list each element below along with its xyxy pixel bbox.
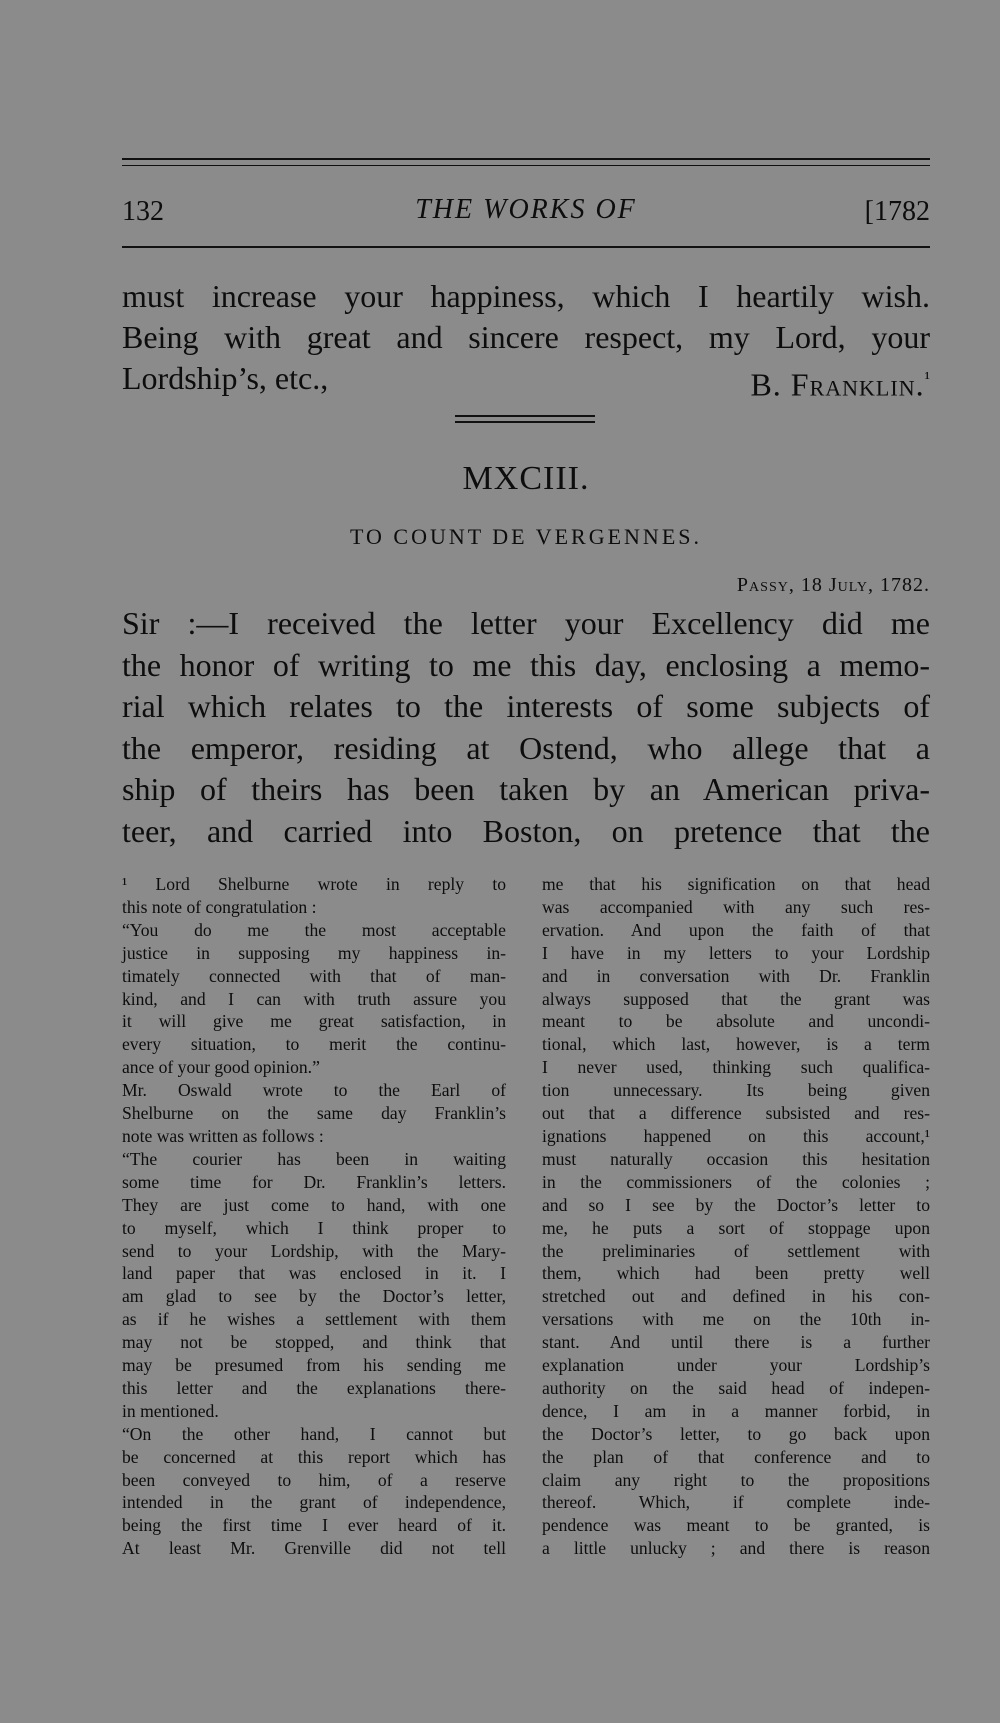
closing-final-line	[122, 358, 930, 406]
footnote-line: been conveyed to him, of a reserve	[122, 1469, 506, 1490]
footnote-line: this letter and the explanations there-	[122, 1377, 506, 1398]
footnote-line: always supposed that the grant was	[542, 988, 930, 1009]
previous-letter-closing	[122, 276, 930, 406]
footnote-line: ance of your good opinion.”	[122, 1057, 320, 1078]
footnote-line: At least Mr. Grenville did not tell	[122, 1538, 506, 1559]
footnote-line: every situation, to merit the continu-	[122, 1034, 506, 1055]
footnote-line: Mr. Oswald wrote to the Earl of	[122, 1080, 506, 1101]
footnote-line: being the first time I ever heard of it.	[122, 1515, 506, 1536]
letter-line: the emperor, residing at Ostend, who allege that a	[122, 729, 930, 766]
footnote-line: stretched out and defined in his con-	[542, 1286, 930, 1307]
footnote-line: may not be stopped, and think that	[122, 1332, 506, 1353]
page-number: 132	[122, 196, 164, 227]
top-rule-thin	[122, 165, 930, 166]
footnote-line: “The courier has been in waiting	[122, 1148, 506, 1169]
footnote-line: must naturally occasion this hesitation	[542, 1148, 930, 1169]
footnote-line: send to your Lordship, with the Mary-	[122, 1240, 506, 1261]
running-title: THE WORKS OF	[415, 194, 637, 225]
footnote-line: pendence was meant to be granted, is	[542, 1515, 930, 1536]
footnote-line: me that his signification on that head	[542, 874, 930, 894]
top-rule	[122, 158, 930, 160]
closing-salutation: Lordship’s, etc.,	[122, 360, 329, 396]
footnote-line: the plan of that conference and to	[542, 1446, 930, 1467]
footnote-line: timately connected with that of man-	[122, 965, 506, 986]
footnote-line: I have in my letters to your Lordship	[542, 942, 930, 963]
footnote-line: in the commissioners of the colonies ;	[542, 1171, 930, 1192]
footnote-line: the preliminaries of settlement with	[542, 1240, 930, 1261]
footnote-line: authority on the said head of indepen-	[542, 1377, 930, 1398]
book-page	[122, 0, 930, 1723]
footnote-line: this note of congratulation :	[122, 896, 317, 917]
footnote-line: Shelburne on the same day Franklin’s	[122, 1103, 506, 1124]
footnote-line: may be presumed from his sending me	[122, 1355, 506, 1376]
footnote-line: dence, I am in a manner forbid, in	[542, 1400, 930, 1421]
footnote-line: tional, which last, however, is a term	[542, 1034, 930, 1055]
footnote-line: land paper that was enclosed in it. I	[122, 1263, 506, 1284]
footnote-line: They are just come to hand, with one	[122, 1194, 506, 1215]
footnote-line: a little unlucky ; and there is reason	[542, 1538, 930, 1559]
signature	[750, 358, 930, 406]
footnote-line: ¹ Lord Shelburne wrote in reply to	[122, 874, 506, 894]
letter-line: the honor of writing to me this day, enclosing a memo-	[122, 646, 930, 683]
closing-line: Being with great and sincere respect, my Lord, your	[122, 319, 930, 355]
footnote-line: the Doctor’s letter, to go back upon	[542, 1423, 930, 1444]
closing-line: must increase your happiness, which I heartily wish.	[122, 278, 930, 314]
footnote-line: note was written as follows :	[122, 1125, 324, 1146]
section-divider	[455, 415, 595, 417]
footnote-line: and in conversation with Dr. Franklin	[542, 965, 930, 986]
letter-line: teer, and carried into Boston, on pretence that the	[122, 812, 930, 849]
footnote-line: in mentioned.	[122, 1400, 219, 1421]
footnote-line: some time for Dr. Franklin’s letters.	[122, 1171, 506, 1192]
footnote-line: them, which had been pretty well	[542, 1263, 930, 1284]
footnote-line: out that a difference subsisted and res-	[542, 1103, 930, 1124]
running-header	[122, 190, 930, 234]
letter-line: Sir :—I received the letter your Excellency did me	[122, 605, 930, 641]
footnote-line: intended in the grant of independence,	[122, 1492, 506, 1513]
footnote-line: me, he puts a sort of stoppage upon	[542, 1217, 930, 1238]
letter-line: ship of theirs has been taken by an American priva-	[122, 771, 930, 807]
signature-name: B. Franklin.	[750, 366, 925, 403]
footnote-line: stant. And until there is a further	[542, 1332, 930, 1353]
footnote-marker: ¹	[924, 368, 930, 388]
section-divider	[455, 421, 595, 423]
letter-number: MXCIII.	[462, 460, 590, 497]
header-rule	[122, 246, 930, 248]
letter-addressee: TO COUNT DE VERGENNES.	[349, 524, 702, 549]
footnote-line: ervation. And upon the faith of that	[542, 919, 930, 940]
footnote-line: “On the other hand, I cannot but	[122, 1423, 506, 1444]
footnote-line: claim any right to the propositions	[542, 1469, 930, 1490]
footnote-line: “You do me the most acceptable	[122, 919, 506, 940]
footnote-line: justice in supposing my happiness in-	[122, 942, 506, 963]
footnote-line: meant to be absolute and uncondi-	[542, 1011, 930, 1032]
footnote-line: and so I see by the Doctor’s letter to	[542, 1194, 930, 1215]
footnote-line: versations with me on the 10th in-	[542, 1309, 930, 1330]
footnote-column-left	[122, 873, 506, 1560]
footnote-line: am glad to see by the Doctor’s letter,	[122, 1286, 506, 1307]
letter-dateline: Passy, 18 July, 1782.	[736, 574, 930, 596]
footnote-line: kind, and I can with truth assure you	[122, 988, 506, 1009]
footnote-line: explanation under your Lordship’s	[542, 1355, 930, 1376]
footnote-line: to myself, which I think proper to	[122, 1217, 506, 1238]
footnote-line: as if he wishes a settlement with them	[122, 1309, 506, 1330]
footnote-line: was accompanied with any such res-	[542, 896, 930, 917]
footnote-line: I never used, thinking such qualifica-	[542, 1057, 930, 1078]
footnote-column-right	[542, 873, 930, 1560]
footnote-line: it will give me great satisfaction, in	[122, 1011, 506, 1032]
footnote-line: be concerned at this report which has	[122, 1446, 506, 1467]
header-year: [1782	[864, 196, 930, 227]
footnote-line: thereof. Which, if complete inde-	[542, 1492, 930, 1513]
letter-line: rial which relates to the interests of some subjects of	[122, 688, 930, 724]
footnote-line: tion unnecessary. Its being given	[542, 1080, 930, 1101]
letter-body	[122, 603, 930, 852]
footnote-line: ignations happened on this account,¹	[542, 1125, 930, 1146]
